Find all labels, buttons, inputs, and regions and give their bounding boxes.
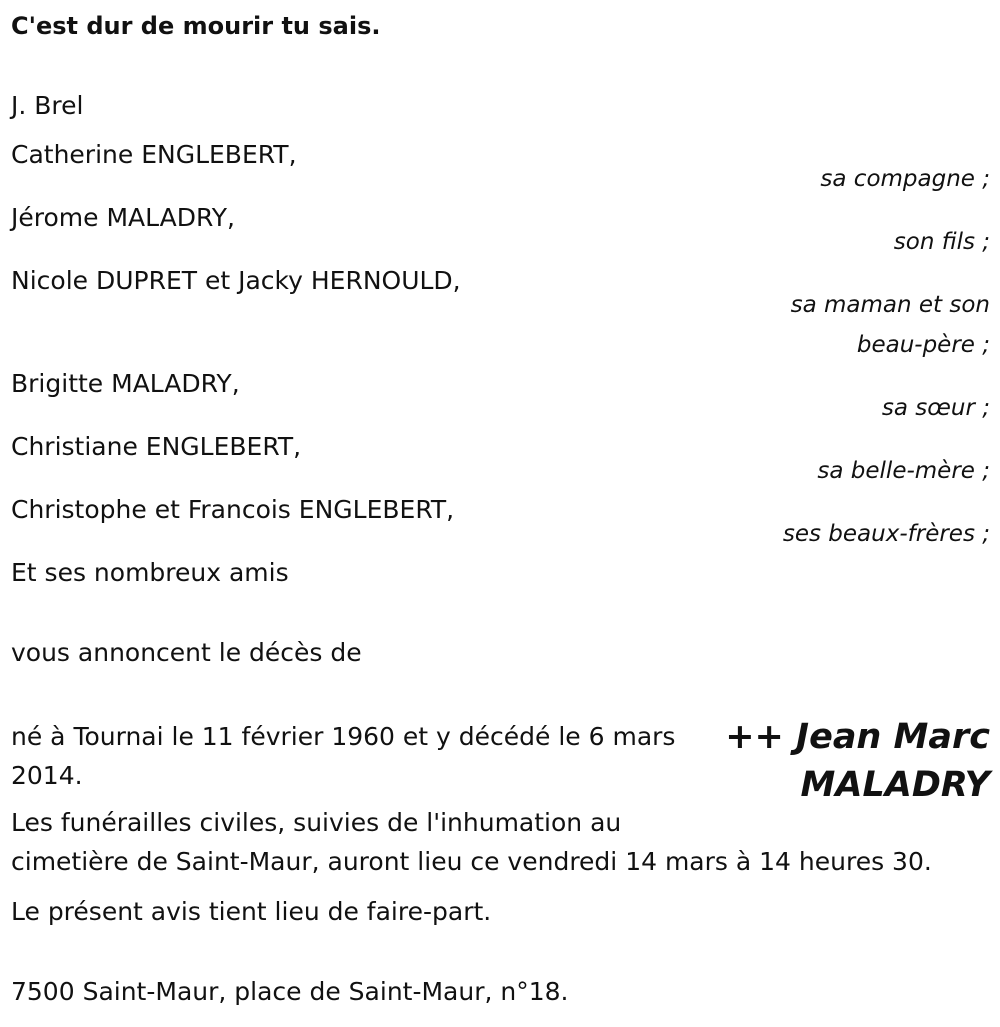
funeral-details-line1: Les funérailles civiles, suivies de l'inhumation au [11,808,622,837]
mourner-name: Brigitte MALADRY, [11,369,240,398]
address-line: 7500 Saint-Maur, place de Saint-Maur, n°18. [11,977,569,1006]
mourner-relation: sa belle-mère ; [817,458,990,484]
deceased-name [725,713,990,809]
mourner-name: Christiane ENGLEBERT, [11,432,302,461]
mourner-name: Christophe et Francois ENGLEBERT, [11,495,455,524]
quote-author: J. Brel [11,91,84,120]
mourner-name: Catherine ENGLEBERT, [11,140,297,169]
mourner-relation: son fils ; [893,229,990,255]
epigraph-quote: C'est dur de mourir tu sais. [11,12,381,40]
mourner-name: Nicole DUPRET et Jacky HERNOULD, [11,266,461,295]
funeral-details-line2: cimetière de Saint-Maur, auront lieu ce vendredi 14 mars à 14 heures 30. [11,847,932,876]
friends-line: Et ses nombreux amis [11,558,289,587]
mourner-relation: ses beaux-frères ; [782,521,990,547]
deceased-name-line2: MALADRY [800,765,990,805]
announcement-line: vous annoncent le décès de [11,638,362,667]
birth-death-line: né à Tournai le 11 février 1960 et y décédé le 6 mars 2014. [11,722,676,790]
mourner-relation: beau-père ; [856,332,990,358]
mourner-relation: sa compagne ; [820,166,990,192]
mourner-name: Jérome MALADRY, [11,203,235,232]
mourner-relation: sa maman et son [790,292,990,318]
faire-part-notice: Le présent avis tient lieu de faire-part. [11,897,492,926]
mourner-relation: sa sœur ; [881,395,990,421]
deceased-name-line1: ++ Jean Marc [725,717,990,757]
